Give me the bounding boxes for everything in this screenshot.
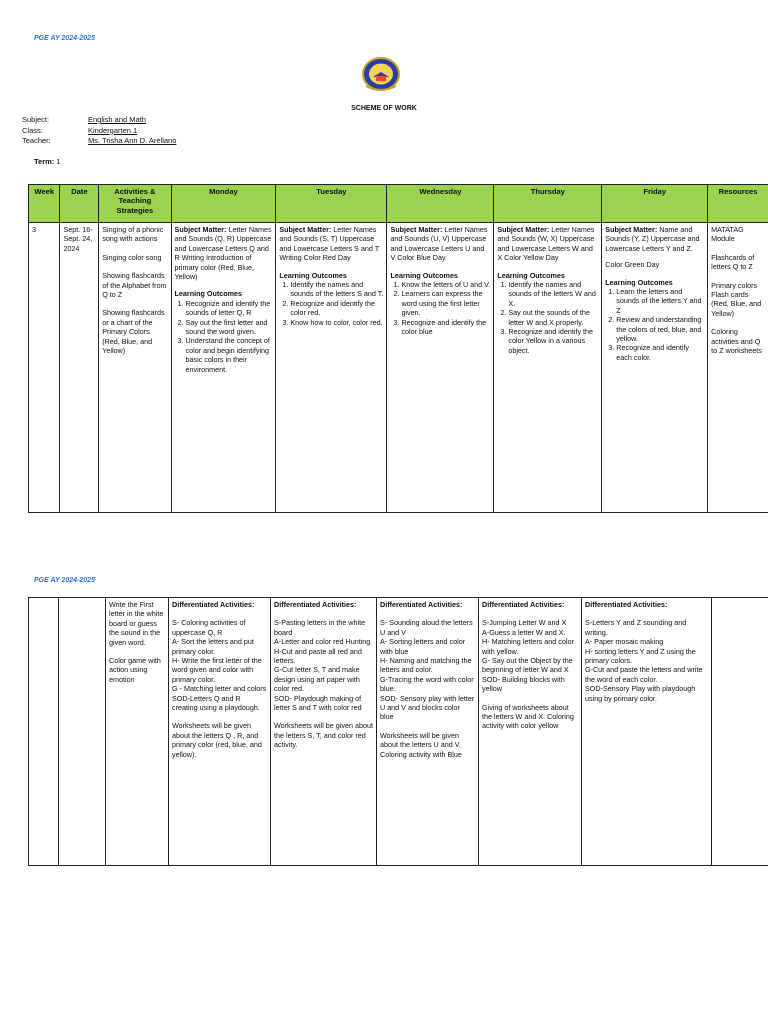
outcome-item: 2. Say out the sounds of the letter W and X properly. [508,308,598,327]
activity-item: H-Cut and paste all red and letters. [274,646,362,666]
resource-item: Coloring activities and Q to Z worksheets [711,327,762,356]
col-wednesday: Wednesday [387,185,494,223]
activity-item: G- Say out the Object by the beginning of letter W and X [482,656,573,675]
learning-outcomes-label: Learning Outcomes [390,270,458,280]
outcome-item: 2. Recognize and identify the color red. [290,299,383,318]
activity-item: S- Sounding aloud the letters U and V [380,618,473,637]
activity-item: A-Letter and color red Hunting [274,637,371,647]
tuesday-cell [276,223,387,513]
color-day-text: Color Green Day [605,260,660,270]
monday-cell [169,598,271,866]
resources-cell [708,223,768,513]
learning-outcomes-label: Learning Outcomes [605,277,673,287]
outcome-item: 2. Review and understanding the colors of red, blue, and yellow. [616,315,704,343]
class-label: Class: [22,125,43,135]
page-title: SCHEME OF WORK [351,105,417,112]
strategy-item: Write the First letter in the white board or guess the sound in the given word. [109,600,164,647]
subject-value: English and Math [88,115,146,124]
subject-matter-label: Subject Matter: [279,225,332,234]
subject-matter-label: Subject Matter: [605,225,658,234]
activity-item: A-Guess a letter W and X. [482,627,566,637]
outcome-item: 1. Recognize and identify the sounds of letter Q, R [186,299,273,318]
col-strategies: Activities & Teaching Strategies [99,185,171,223]
strategies-cell [106,598,169,866]
subject-matter-label: Subject Matter: [390,225,443,234]
thursday-cell [494,223,602,513]
subject-matter-label: Subject Matter: [174,225,227,234]
activity-item: SOD-Letters Q and R creating using a playdough. [172,693,260,713]
activity-item: H- sorting letters Y and Z using the primary colors. [585,646,696,666]
tuesday-cell [271,598,377,866]
activity-item: SOD- Building blocks with yellow [482,674,565,694]
term-value: 1 [56,157,61,166]
subject-label: Subject: [22,115,50,124]
week-cell: 3 [29,223,60,513]
school-seal-icon [360,56,402,94]
wednesday-cell [387,223,494,513]
activity-item: S-Letters Y and Z sounding and writing. [585,618,687,637]
differentiated-label: Differentiated Activities: [482,600,565,609]
week-cell [29,598,59,866]
differentiated-label: Differentiated Activities: [585,600,668,609]
class-value: Kindergarten 1 [88,125,138,135]
activity-item: S-Jumping Letter W and X [482,618,567,628]
date-cell [59,598,106,866]
wednesday-cell [377,598,479,866]
date-cell: Sept. 16- Sept. 24, 2024 [60,223,99,513]
activity-item: G - Matching letter and colors [172,684,267,694]
resource-item: MATATAG Module [711,225,744,244]
col-friday: Friday [602,185,708,223]
outcome-item: 3. Understand the concept of color and begin identifying basic colors in their environment. [186,336,273,374]
scheme-table-2 [28,597,768,866]
activity-item: A- Paper mosaic making [585,637,664,647]
subject-matter-text: Letter Names and Sounds (W, X) Uppercase and Lowercase Letters W and X Color Yellow Day [497,225,595,263]
activity-item: G-Tracing the word with color blue. [380,674,474,694]
friday-cell [602,223,708,513]
activity-item: G-Cut and paste the letters and write the word of each color. [585,665,703,684]
thursday-cell [479,598,582,866]
differentiated-label: Differentiated Activities: [274,600,357,609]
outcome-item: 3. Recognize and identify each color. [616,343,704,362]
scheme-table-1 [28,184,768,513]
col-tuesday: Tuesday [276,185,387,223]
col-resources: Resources [708,185,768,223]
outcome-item: 1. Identify the names and sounds of the letters W and X. [508,280,598,308]
subject-matter-text: Name and Sounds (Y, Z) Uppercase and Lowercase Letters Y and Z. [605,225,700,253]
teacher-value: Ms. Trisha Ann D. Arellano [88,136,177,145]
outcome-item: 2. Learners can express the word using the first letter given. [401,289,490,317]
learning-outcomes-label: Learning Outcomes [174,289,243,299]
strategy-item: Singing of a phonic song with actions [102,225,164,244]
term-line [34,157,61,166]
outcome-item: 1. Identify the names and sounds of the letters S and T. [290,280,383,299]
monday-cell [171,223,276,513]
col-monday: Monday [171,185,276,223]
differentiated-label: Differentiated Activities: [380,600,463,609]
teacher-label: Teacher: [22,136,51,145]
col-date: Date [60,185,99,223]
meta-block [22,115,176,147]
subject-matter-label: Subject Matter: [497,225,550,234]
activity-item: SOD-Sensory Play with playdough using by primary color. [585,684,696,703]
resource-item: Flashcards of letters Q to Z [711,252,755,272]
activity-item: G-Cut letter S, T and make design using art paper with color red. [274,665,360,694]
outcome-item: 1. Learn the letters and sounds of the letters Y and Z [616,287,704,315]
resource-item: Primary colors Flash cards (Red, Blue, and Yellow) [711,280,762,318]
friday-cell [582,598,712,866]
strategy-item: Showing flashcards or a chart of the Primary Colors (Red, Blue, and Yellow) [102,308,165,356]
outcome-item: 3. Recognize and identify the color blue [401,318,490,337]
activity-item: A- Sort the letters and put primary color. [172,637,254,656]
worksheet-text: Worksheets will be given about the letters Q , R, and primary color (red, blue, and yellow). [172,721,262,759]
outcome-item: 3. Recognize and identify the color Yellow in a various object. [508,327,598,355]
activity-item: H- Matching letters and color with yellow. [482,637,574,656]
activity-item: H- Write the first letter of the word given and color with primary color. [172,656,262,684]
subject-matter-text: Letter Names and Sounds (S, T) Uppercase and Lowercase Letters S and T Writing Color Red Day [279,225,379,263]
learning-outcomes-label: Learning Outcomes [497,270,565,280]
outcome-item: 1. Know the letters of U and V. [401,280,490,289]
header-tag: PGE AY 2024-2025 [34,35,95,42]
outcome-item: 3. Know how to color, color red. [290,318,383,327]
col-thursday: Thursday [494,185,602,223]
strategy-item: Showing flashcards of the Alphabet from Q to Z [102,271,167,300]
header-tag-page2: PGE AY 2024-2025 [34,577,95,584]
strategy-item: Color game with action using emotion [109,656,161,684]
subject-matter-text: Letter Names and Sounds (U, V) Uppercase and Lowercase Letters U and V Color Blue Day [390,225,488,263]
resources-cell [712,598,768,866]
worksheet-text: Worksheets will be given about the letters U and V. Coloring activity with Blue [380,730,462,759]
worksheet-text: Giving of worksheets about the letters W and X. Coloring activity with color yellow [482,702,574,731]
differentiated-label: Differentiated Activities: [172,600,255,609]
subject-matter-text: Letter Names and Sounds (Q, R) Uppercase and Lowercase Letters Q and R Writing Introduction of primary color (Red, Blue, Yellow) [174,225,272,282]
activity-item: S- Coloring activities of uppercase Q, R [172,618,246,637]
strategy-item: Singing color song [102,252,162,262]
strategies-cell [99,223,171,513]
activity-item: S-Pasting letters in the white board [274,618,366,637]
term-label: Term: [34,157,55,166]
activity-item: SOD- Sensory play with letter U and V and blocks color blue [380,693,475,722]
activity-item: SOD- Playdough making of letter S and T with color red [274,693,362,713]
worksheet-text: Worksheets will be given about the letters S, T, and color red activity. [274,721,373,750]
activity-item: A- Sorting letters and color with blue [380,637,466,656]
outcome-item: 2. Say out the first letter and sound the word given. [186,318,273,337]
col-week: Week [29,185,60,223]
learning-outcomes-label: Learning Outcomes [279,270,347,280]
activity-item: H- Naming and matching the letters and color. [380,656,472,675]
